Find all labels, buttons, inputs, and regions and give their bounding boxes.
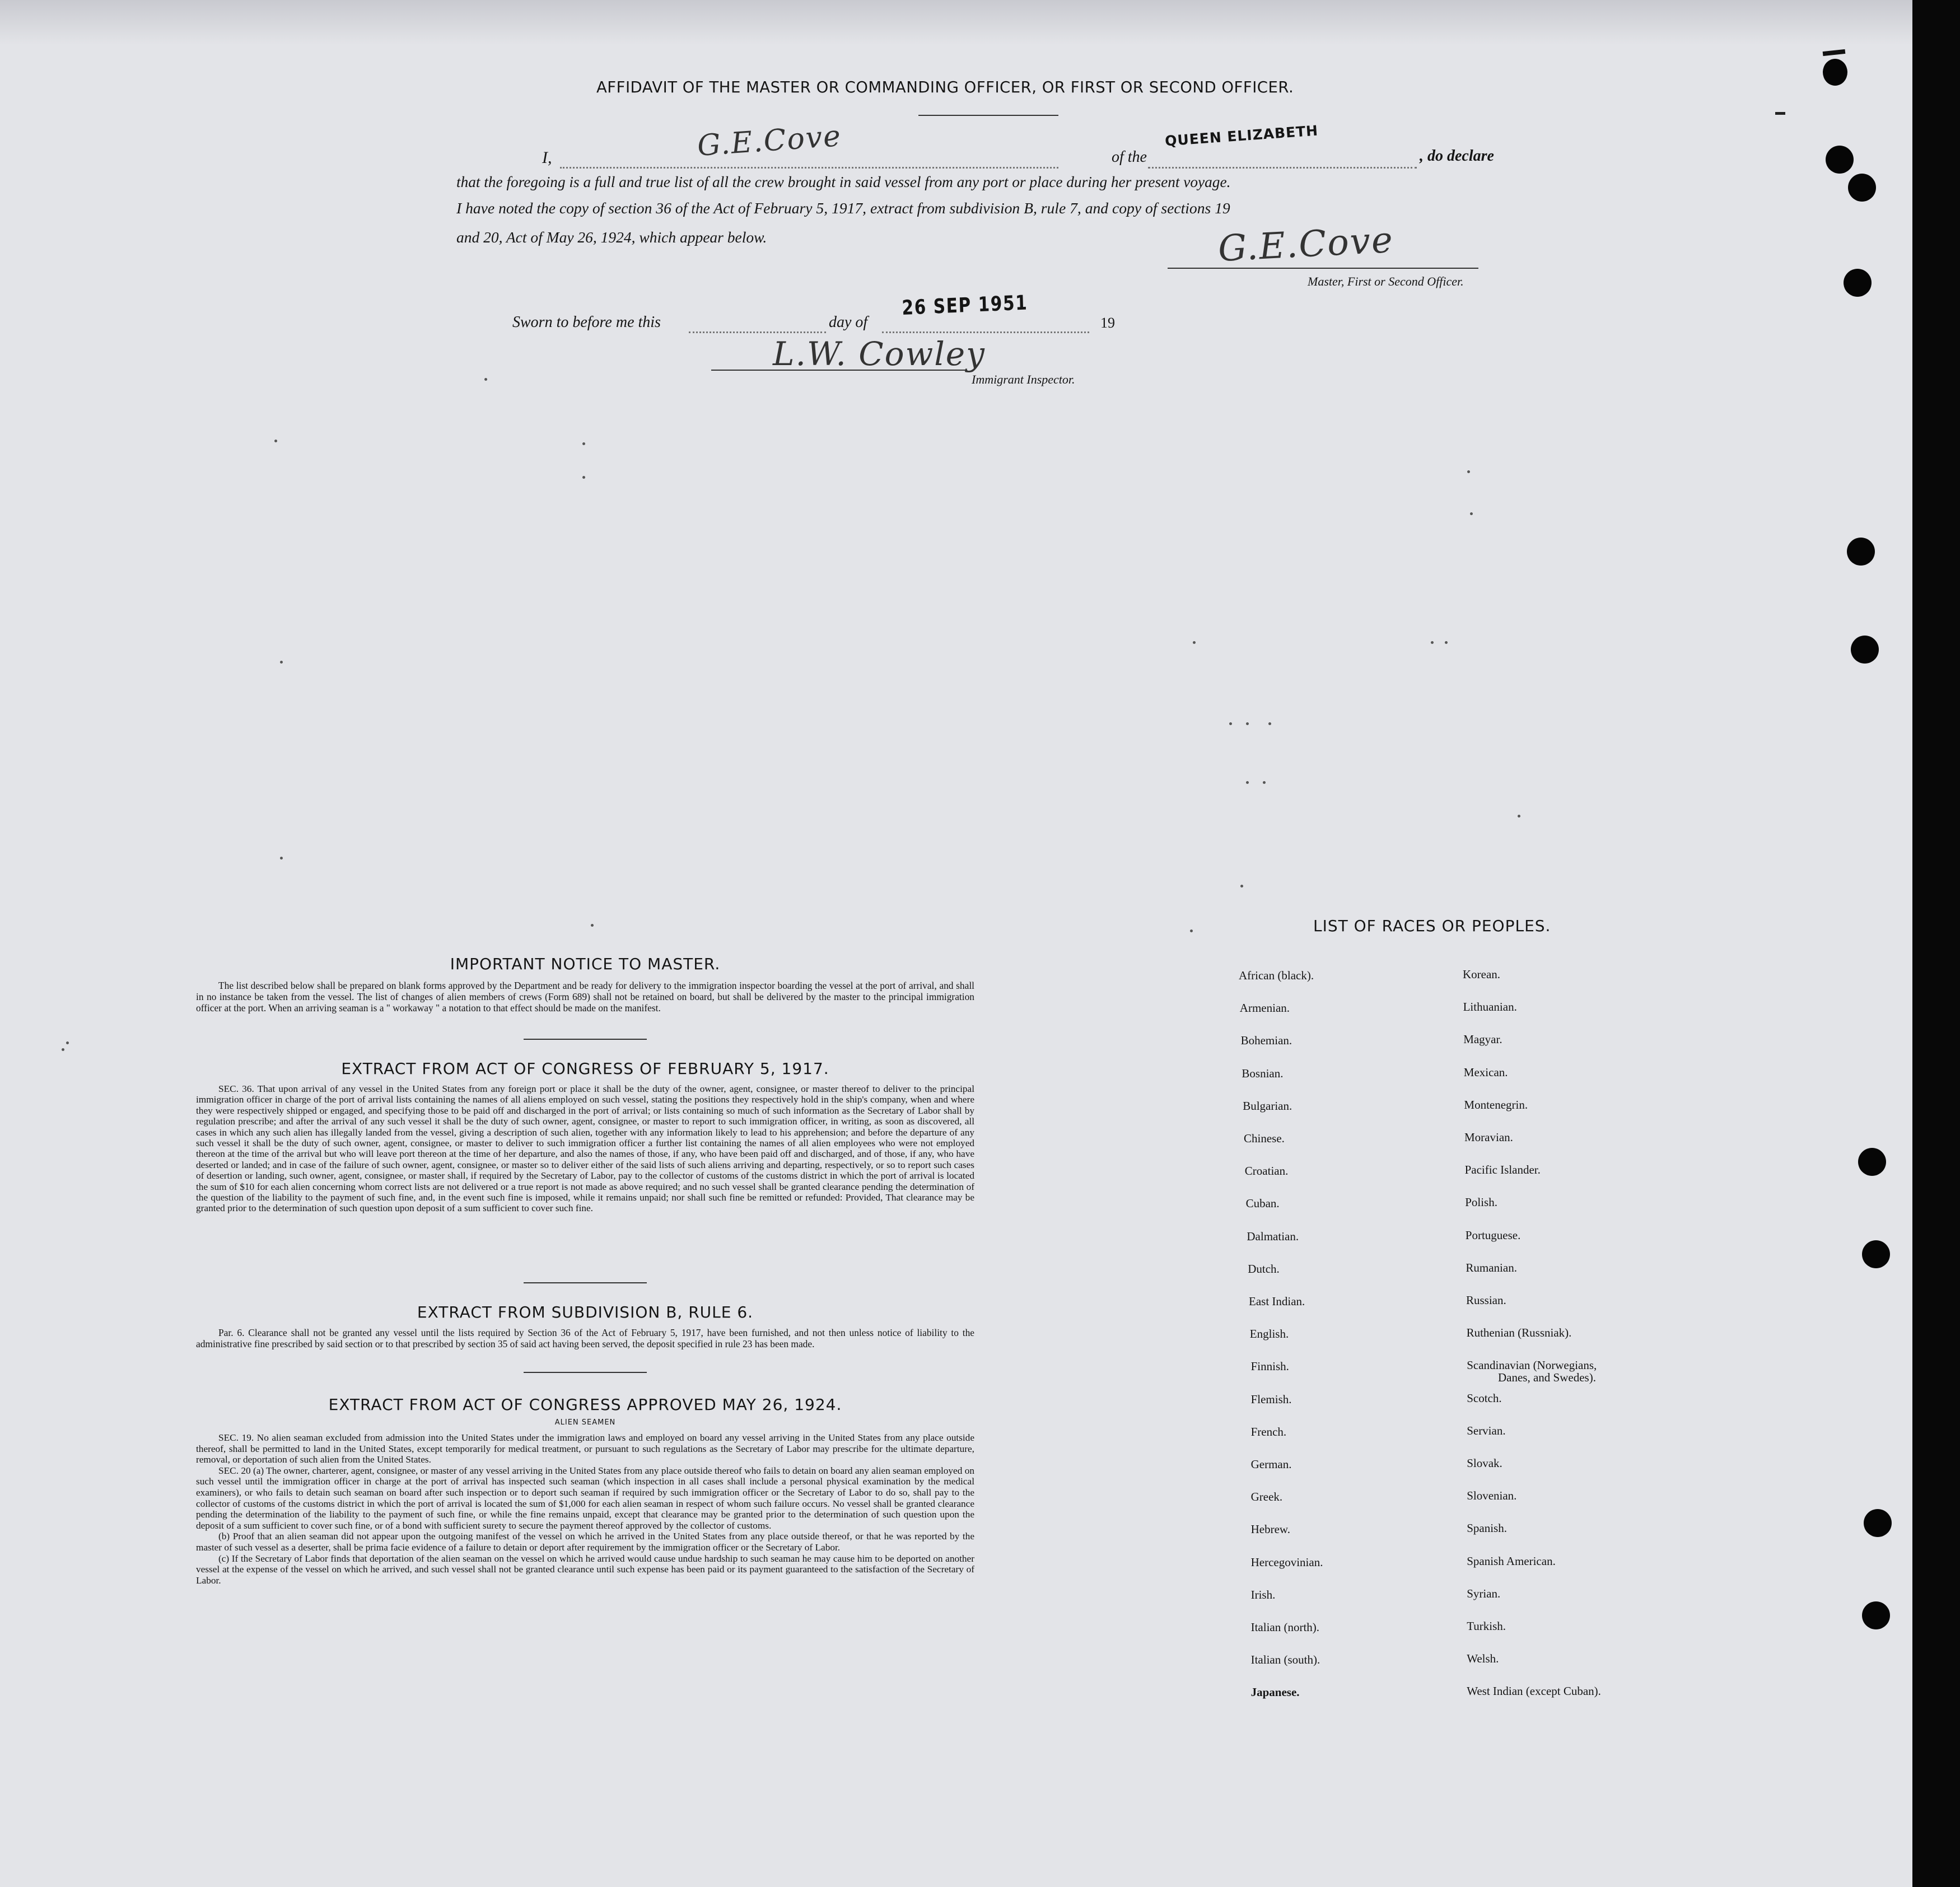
section-separator <box>524 1039 647 1040</box>
race-item: Scotch. <box>1467 1391 1502 1405</box>
race-item: Spanish American. <box>1467 1554 1556 1568</box>
speck <box>484 378 487 381</box>
speck <box>280 661 283 664</box>
inspector-caption: Immigrant Inspector. <box>972 372 1075 386</box>
rule6-title: EXTRACT FROM SUBDIVISION B, RULE 6. <box>417 1303 754 1321</box>
race-item: Lithuanian. <box>1463 1000 1517 1014</box>
race-item: Scandinavian (Norwegians, <box>1467 1358 1597 1372</box>
race-item: Croatian. <box>1244 1164 1289 1178</box>
scan-mark <box>1775 112 1785 115</box>
race-item: Magyar. <box>1463 1033 1502 1047</box>
affidavit-i-label: I, <box>542 148 552 167</box>
speck <box>66 1041 69 1044</box>
rule6-paragraph: Par. 6. Clearance shall not be granted any vessel until the lists required by Section 36 of the Act of February 5, 1917, have been furnished, and not then unless notice of liability to the administrative fine prescribed by said section or to that prescribed by section 35 of said act having been served, the deposit specified in rule 23 has been made. <box>196 1327 974 1349</box>
race-item: Bosnian. <box>1242 1066 1284 1080</box>
race-item: Mexican. <box>1463 1065 1508 1079</box>
race-item: Italian (south). <box>1250 1653 1320 1667</box>
speck <box>1470 512 1473 515</box>
sec20b-paragraph: (b) Proof that an alien seaman did not appear upon the outgoing manifest of the vessel on which he arrived in the United States from any place outside thereof, or that he was reported by the master of such vessel as a deserter, shall be prima facie evidence of a failure to detain or deport after requirement by the immigration officer or the Secretary of Labor. <box>196 1531 974 1553</box>
speck <box>1193 641 1196 644</box>
race-item: Slovak. <box>1467 1456 1502 1470</box>
race-item: French. <box>1250 1424 1287 1438</box>
race-item: Japanese. <box>1250 1685 1300 1699</box>
race-item: Bohemian. <box>1240 1034 1292 1048</box>
speck <box>1467 470 1470 473</box>
speck <box>1246 722 1249 725</box>
punch-hole <box>1847 538 1875 566</box>
race-item: Hebrew. <box>1250 1522 1290 1536</box>
inspector-line <box>711 370 966 371</box>
race-item: East Indian. <box>1249 1295 1305 1308</box>
race-item: Spanish. <box>1467 1521 1507 1535</box>
speck <box>1190 930 1193 932</box>
race-item: West Indian (except Cuban). <box>1467 1684 1601 1698</box>
race-item: Turkish. <box>1467 1619 1506 1633</box>
day-of-label: day of <box>829 314 868 331</box>
date-stamp: 26 SEP 1951 <box>902 291 1028 320</box>
race-item: Servian. <box>1467 1423 1506 1437</box>
sworn-label: Sworn to before me this <box>512 314 661 331</box>
speck <box>274 440 277 442</box>
notice-title: IMPORTANT NOTICE TO MASTER. <box>450 955 721 973</box>
race-item: Welsh. <box>1467 1652 1499 1666</box>
race-item: Portuguese. <box>1465 1228 1521 1242</box>
speck <box>1518 815 1520 818</box>
rule6-text <box>196 1327 974 1349</box>
vessel-stamp: QUEEN ELIZABETH <box>1164 122 1319 150</box>
affidavit-of-the: of the <box>1112 148 1147 166</box>
officer-name-line <box>560 167 1058 169</box>
signature-caption: Master, First or Second Officer. <box>1308 274 1464 288</box>
race-item: Hercegovinian. <box>1250 1555 1323 1569</box>
race-item: Dutch. <box>1248 1262 1280 1276</box>
race-item: Ruthenian (Russniak). <box>1466 1326 1572 1340</box>
extract-1917-text <box>196 1083 974 1214</box>
speck <box>1445 641 1448 644</box>
section-separator <box>524 1372 647 1373</box>
speck <box>591 924 594 927</box>
race-item: German. <box>1250 1458 1292 1471</box>
races-title: LIST OF RACES OR PEOPLES. <box>1313 917 1551 935</box>
sec20c-paragraph: (c) If the Secretary of Labor finds that deportation of the alien seaman on the vessel on which he arrived would cause undue hardship to such seaman he may cause him to be deported on another vessel at the expense of the vessel on which he arrived, and such vessel shall not be granted clearance until such expense has been paid or its payment guaranteed to the satisfaction of the Secretary of Labor. <box>196 1553 974 1586</box>
year-prefix: 19 <box>1100 315 1115 331</box>
race-item: Korean. <box>1463 968 1501 981</box>
scan-mark <box>1823 49 1846 56</box>
race-item-continuation: Danes, and Swedes). <box>1498 1371 1596 1384</box>
section-separator <box>524 1282 647 1283</box>
signature-line <box>1168 268 1478 269</box>
speck <box>1229 722 1232 725</box>
race-item: Pacific Islander. <box>1464 1163 1541 1177</box>
race-item: Bulgarian. <box>1243 1099 1292 1113</box>
sworn-day-line <box>689 331 826 333</box>
vessel-line <box>1148 167 1417 169</box>
punch-hole <box>1851 636 1879 664</box>
master-signature: G.E.Cove <box>1217 219 1395 270</box>
speck <box>1268 722 1271 725</box>
notice-text <box>196 980 974 1013</box>
notice-paragraph: The list described below shall be prepared on blank forms approved by the Department and be ready for delivery to the immigration inspector boarding the vessel at the port of arrival, and shall in no instance be taken from the vessel. The list of changes of alien members of crews (Form 689) shall not be retained on board, but shall be delivered by the master to the principal immigration officer at the port. When an arriving seaman is a " workaway " a notation to that effect should be made on the manifest. <box>196 980 974 1013</box>
punch-hole <box>1862 1240 1890 1268</box>
extract-1924-subtitle: ALIEN SEAMEN <box>554 1418 616 1427</box>
extract-1924-title: EXTRACT FROM ACT OF CONGRESS APPROVED MAY 26, 1924. <box>328 1395 842 1414</box>
race-item: African (black). <box>1239 969 1314 982</box>
race-item: Russian. <box>1466 1293 1506 1307</box>
punch-hole <box>1862 1601 1890 1629</box>
affidavit-do-declare: , do declare <box>1420 147 1494 165</box>
affidavit-line-1: that the foregoing is a full and true list of all the crew brought in said vessel from any port or place during her present voyage. <box>456 174 1231 190</box>
affidavit-title: AFFIDAVIT OF THE MASTER OR COMMANDING OFFICER, OR FIRST OR SECOND OFFICER. <box>596 78 1294 96</box>
speck <box>280 857 283 860</box>
race-item: Slovenian. <box>1467 1489 1517 1503</box>
race-item: Dalmatian. <box>1247 1229 1299 1243</box>
speck <box>1240 885 1243 888</box>
punch-hole <box>1844 269 1872 297</box>
race-item: Chinese. <box>1244 1132 1285 1145</box>
officer-name-signature: G.E.Cove <box>696 119 843 163</box>
punch-hole <box>1826 146 1854 174</box>
extract-1917-paragraph: SEC. 36. That upon arrival of any vessel in the United States from any foreign port or place it shall be the duty of the owner, agent, consignee, or master thereof to deliver to the principal immigration officer in charge of the port of arrival lists containing the names of all aliens employed on such vessel, stating the positions they respectively hold in the ship's company, when and where they were respectively shipped or engaged, and specifying those to be paid off and discharged in the port of arrival; or lists containing so much of such information as the Secretary of Labor shall by regulation prescribe; and after the arrival of any such vessel it shall be the duty of such owner, agent, consignee, or master to report to such immigration officer, in writing, as soon as discovered, all cases in which any such alien has illegally landed from the vessel, giving a description of such alien, together with any information likely to lead to his apprehension; and before the departure of any such vessel it shall be the duty of such owner, agent, consignee, or master to deliver to such immigration officer a further list containing the names of all alien employees who were not employed thereon at the time of the arrival but who will leave port thereon at the time of her departure, and also the names of those, if any, who have been paid off and discharged, and of those, if any, who have deserted or landed; and in case of the failure of such owner, agent, consignee, or master so to deliver either of the said lists of such aliens arriving and departing, respectively, or so to report such cases of desertion or landing, such owner, agent, consignee, or master shall, if required by the Secretary of Labor, pay to the collector of customs of the customs district in which the port of arrival is located the sum of $10 for each alien concerning whom correct lists are not delivered or a true report is not made as above required; and no such vessel shall be granted clearance pending the determination of the question of the liability to the payment of such fine, and, in the event such fine is imposed, while it remains unpaid; nor shall such fine be remitted or refunded: Provided, That clearance may be granted prior to the determination of such question upon deposit of a sum sufficient to cover such fine. <box>196 1083 974 1214</box>
affidavit-line-3: and 20, Act of May 26, 1924, which appear below. <box>456 228 767 246</box>
race-item: Rumanian. <box>1466 1260 1517 1274</box>
sec20a-paragraph: SEC. 20 (a) The owner, charterer, agent, consignee, or master of any vessel arriving in the United States from any place outside thereof who fails to detain on board any alien seaman employed on such vessel until the immigration officer in charge at the port of arrival has inspected such seaman (which inspection in all cases shall include a personal physical examination by the medical examiners), or who fails to detain such seaman on board after such inspection or to deport such seaman if required by such immigration officer or the Secretary of Labor to do so, shall pay to the collector of customs of the customs district in which the port of arrival is located the sum of $1,000 for each alien seaman in respect of whom such failure occurs. No vessel shall be granted clearance pending the determination of the liability to the payment of such fine, or while the fine remains unpaid, except that clearance may be granted prior to the determination of such question upon the deposit of a sum sufficient to cover such fine, or of a bond with sufficient surety to secure the payment thereof approved by the collector of customs. <box>196 1465 974 1531</box>
race-item: Greek. <box>1250 1490 1283 1504</box>
race-item: Cuban. <box>1245 1197 1280 1211</box>
speck <box>582 476 585 479</box>
race-item: Irish. <box>1250 1587 1276 1601</box>
affidavit-line-2: I have noted the copy of section 36 of the Act of February 5, 1917, extract from subdivision B, rule 7, and copy of sections 19 <box>456 199 1230 217</box>
punch-hole <box>1848 174 1876 202</box>
race-item: Moravian. <box>1464 1131 1513 1144</box>
punch-hole <box>1864 1509 1892 1537</box>
race-item: English. <box>1249 1327 1289 1341</box>
race-item: Finnish. <box>1250 1360 1289 1374</box>
extract-1924-text <box>196 1432 974 1586</box>
speck <box>1263 781 1266 784</box>
race-item: Polish. <box>1465 1195 1497 1209</box>
speck <box>1246 781 1249 784</box>
speck <box>1431 641 1434 644</box>
punch-hole <box>1823 59 1847 86</box>
speck <box>62 1048 64 1051</box>
extract-1917-title: EXTRACT FROM ACT OF CONGRESS OF FEBRUARY 5, 1917. <box>341 1059 829 1078</box>
race-item: Syrian. <box>1467 1586 1501 1600</box>
race-item: Italian (north). <box>1250 1620 1320 1634</box>
inspector-signature: L.W. Cowley <box>773 335 986 373</box>
race-item: Flemish. <box>1250 1392 1292 1406</box>
sec19-paragraph: SEC. 19. No alien seaman excluded from admission into the United States under the immigration laws and employed on board any vessel arriving in the United States from any place outside thereof, shall be permitted to land in the United States, except temporarily for medical treatment, or pursuant to such regulations as the Secretary of Labor may prescribe for the ultimate departure, removal, or deportation of such alien from the United States. <box>196 1432 974 1465</box>
race-item: Armenian. <box>1239 1001 1290 1015</box>
race-item: Montenegrin. <box>1464 1097 1528 1111</box>
sworn-date-line <box>882 331 1089 333</box>
punch-hole <box>1858 1148 1886 1176</box>
title-underline <box>918 115 1058 116</box>
speck <box>582 442 585 445</box>
